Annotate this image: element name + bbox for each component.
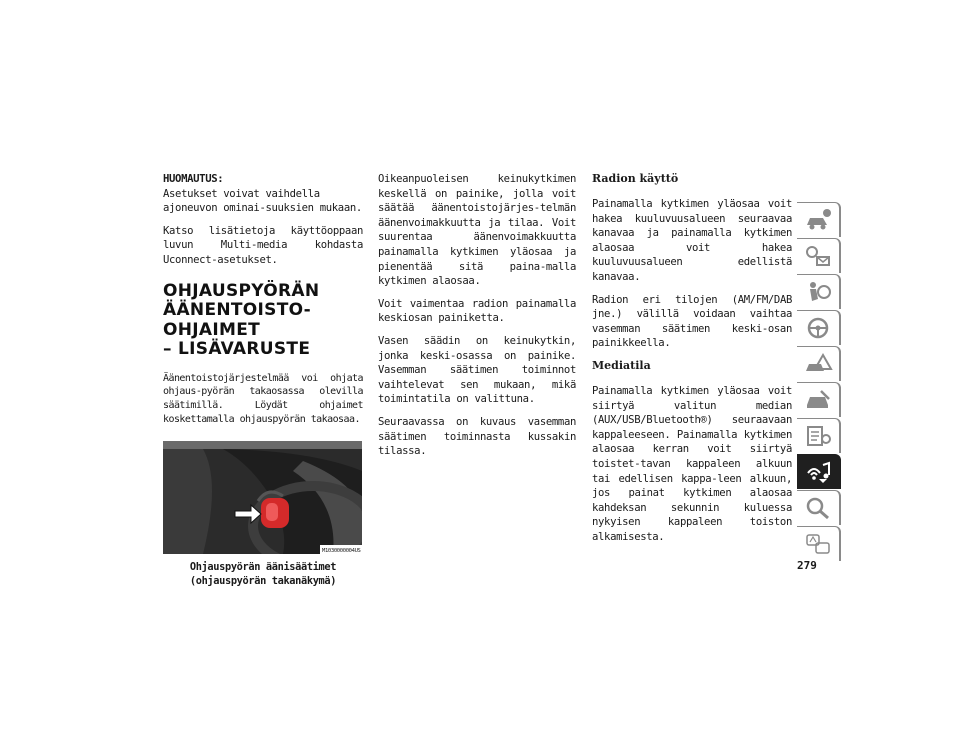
chapter-tabs	[797, 202, 841, 562]
search-index-icon	[803, 495, 833, 521]
multimedia-icon	[803, 459, 833, 485]
tab-dashboard-lights[interactable]	[797, 238, 841, 273]
heading-media: Mediatila	[592, 358, 651, 372]
tab-service[interactable]	[797, 382, 841, 417]
image-code: M1030000004US	[322, 547, 361, 554]
specifications-list-icon	[803, 423, 833, 449]
tab-multimedia[interactable]	[797, 454, 841, 489]
tab-safety[interactable]	[797, 274, 841, 309]
steering-wheel-photo	[163, 441, 362, 554]
paragraph-left-control: Vasen säädin on keinukytkin, jonka keski-osassa on painike. Vasemman säätimen toiminnot vaihtelevat sen mukaan, mikä toimintatila on valittuna.	[378, 334, 576, 406]
heading-line-1: OHJAUSPYÖRÄN	[163, 280, 320, 301]
paragraph-radio-seek: Painamalla kytkimen yläosaa voit hakea kuuluvuusalueen seuraavaa kanavaa ja painamalla kytkimen alaosaa voit hakea kuuluvuusalueen edellistä kanavaa.	[592, 198, 792, 283]
paragraph-radio-modes: Radion eri tilojen (AM/FM/DAB jne.) välillä voidaan vaihtaa vasemman säätimen keski-osan painikkeella.	[592, 293, 792, 350]
heading-line-2: ÄÄNENTOISTO-OHJAIMET	[163, 300, 312, 340]
note-title: HUOMAUTUS:	[163, 173, 224, 185]
left-column	[163, 172, 363, 588]
right-column	[592, 172, 792, 552]
tab-languages[interactable]	[797, 526, 841, 561]
heading-line-3: – LISÄVARUSTE	[163, 339, 311, 360]
photo-caption: Ohjauspyörän äänisäätimet (ohjauspyörän takanäkymä)	[189, 560, 337, 587]
tab-emergency[interactable]	[797, 346, 841, 381]
car-service-icon	[803, 387, 833, 413]
warning-triangle-car-icon	[803, 351, 833, 377]
steering-wheel-icon	[803, 315, 833, 341]
middle-column	[378, 172, 576, 467]
tab-steering[interactable]	[797, 310, 841, 345]
tab-specifications[interactable]	[797, 418, 841, 453]
airbag-safety-icon	[803, 279, 833, 305]
paragraph-mute: Voit vaimentaa radion painamalla keskiosan painiketta.	[378, 297, 576, 325]
see-also-text: Katso lisätietoja käyttöoppaan luvun Multi-media kohdasta Uconnect-asetukset.	[163, 224, 363, 266]
tab-index[interactable]	[797, 490, 841, 525]
note-body: Asetukset voivat vaihdella ajoneuvon ominai-suuksien mukaan.	[163, 187, 362, 215]
heading-radio: Radion käyttö	[592, 172, 679, 185]
steering-wheel-illustration	[163, 441, 362, 554]
section-heading	[163, 282, 363, 360]
tab-car-info[interactable]	[797, 202, 841, 237]
languages-icon	[803, 531, 833, 557]
dashboard-lights-icon	[803, 243, 833, 269]
paragraph-modes-intro: Seuraavassa on kuvaus vasemman säätimen toiminnasta kussakin tilassa.	[378, 415, 576, 458]
page-number: 279	[797, 559, 817, 572]
intro-text: Äänentoistojärjestelmää voi ohjata ohjaus-pyörän takaosassa olevilla säätimillä. Löydät ohjaimet koskettamalla ohjauspyörän takaosaa.	[163, 372, 363, 425]
car-info-icon	[803, 207, 833, 233]
paragraph-volume: Oikeanpuoleisen keinukytkimen keskellä on painike, jolla voit säätää äänentoistojärjes-telmän äänenvoimakkuutta ja tilaa. Voit suurentaa äänenvoimakkuutta painamalla kytkimen yläosaa ja pienentää sitä paina-malla kytkimen alaosaa.	[378, 173, 576, 288]
paragraph-media: Painamalla kytkimen yläosaa voit siirtyä valitun median (AUX/USB/Bluetooth®) seuraavaan kappaleeseen. Painamalla kytkimen alaosaa kerran voit siirtyä toistet-tavan kappaleen alkuun tai edellisen kappa-leen alkuun, jos painat kytkimen alaosaa kahdeksan sekunnin kuluessa nykyisen kappaleen toiston alkamisesta.	[592, 384, 792, 543]
